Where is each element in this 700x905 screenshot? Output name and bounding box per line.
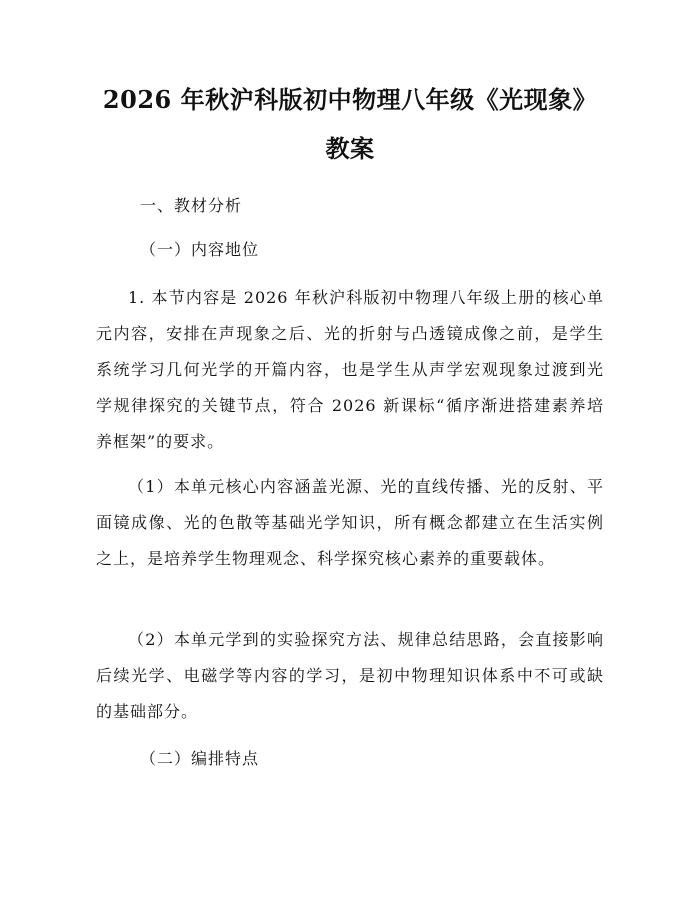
subsection-heading-content-position: （一）内容地位: [140, 240, 260, 259]
paragraph-content-position-3: （2）本单元学到的实验探究方法、规律总结思路，会直接影响后续光学、电磁学等内容的学习，是初中物理知识体系中不可或缺的基础部分。: [96, 630, 604, 721]
section-heading-teaching-material-analysis: 一、教材分析: [140, 196, 243, 215]
paragraph-content-position-2: （1）本单元核心内容涵盖光源、光的直线传播、光的反射、平面镜成像、光的色散等基础光学知识，所有概念都建立在生活实例之上，是培养学生物理观念、科学探究核心素养的重要载体。: [96, 477, 604, 568]
subsection-heading-arrangement-features: （二）编排特点: [140, 749, 260, 768]
paragraph-content-position-1: 1. 本节内容是 2026 年秋沪科版初中物理八年级上册的核心单元内容，安排在声现象之后、光的折射与凸透镜成像之前，是学生系统学习几何光学的开篇内容，也是学生从声学宏观现象过渡到光学规律探究的关键节点，符合 2026 新课标“循序渐进搭建素养培养框架”的要求。: [96, 288, 604, 451]
document-title-line1: 2026 年秋沪科版初中物理八年级《光现象》: [102, 85, 598, 114]
document-title-line2: 教案: [325, 134, 375, 163]
